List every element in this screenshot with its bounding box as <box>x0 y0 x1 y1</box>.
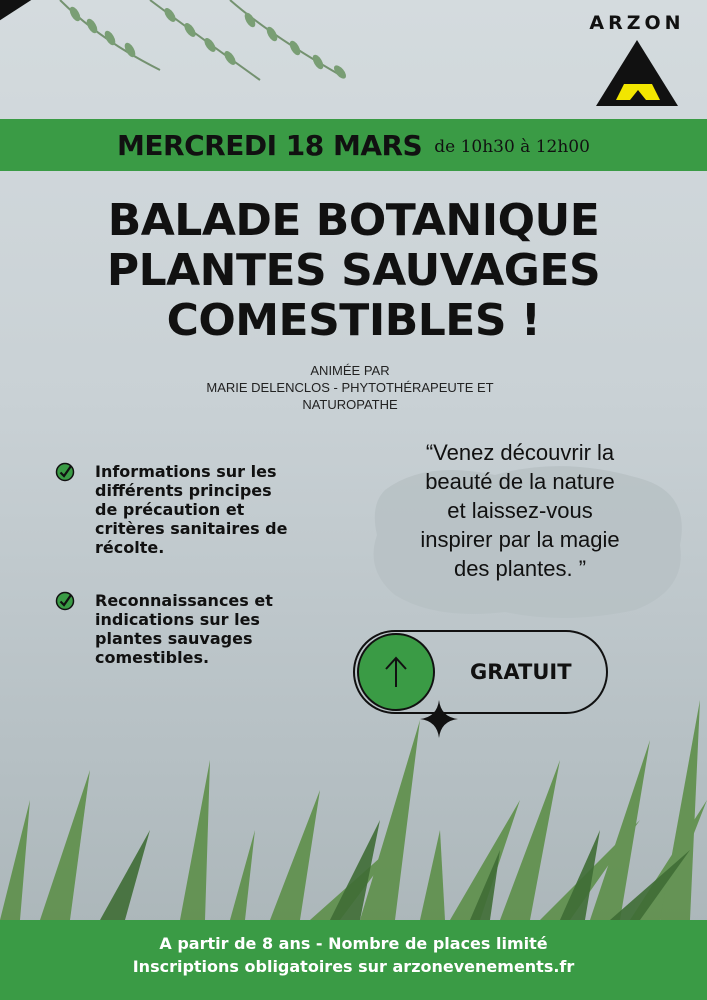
quote-line: des plantes. ” <box>453 556 587 581</box>
triangle-logo-icon <box>594 38 680 108</box>
arzon-logo <box>587 12 687 108</box>
footer-line: A partir de 8 ans - Nombre de places limité <box>159 934 548 953</box>
page-title <box>0 196 707 346</box>
bullet-list <box>55 462 330 701</box>
check-circle-icon <box>55 462 75 482</box>
hanging-leaves-decoration <box>40 0 360 110</box>
event-time: de 10h30 à 12h00 <box>434 137 590 157</box>
bullet-line: indications sur les <box>95 610 260 629</box>
host-line: MARIE DELENCLOS - PHYTOTHÉRAPEUTE ET <box>206 380 494 395</box>
list-item <box>55 462 330 557</box>
title-line: PLANTES SAUVAGES <box>106 245 601 296</box>
host-line: NATUROPATHE <box>302 397 398 412</box>
bullet-line: comestibles. <box>95 648 210 667</box>
quote-line: beauté de la nature <box>425 469 615 494</box>
footer-line: Inscriptions obligatoires sur arzonevenements.fr <box>132 957 575 976</box>
bullet-line: Informations sur les <box>95 462 277 481</box>
bullet-line: différents principes <box>95 481 272 500</box>
host-line: ANIMÉE PAR <box>310 363 390 378</box>
check-circle-icon <box>55 591 75 611</box>
quote-line: “Venez découvrir la <box>425 440 615 465</box>
bullet-line: Reconnaissances et <box>95 591 273 610</box>
bullet-text <box>95 462 287 557</box>
grass-decoration <box>0 680 707 920</box>
free-label: GRATUIT <box>470 660 572 684</box>
host-info <box>150 362 550 413</box>
quote-text <box>380 438 660 583</box>
bullet-line: de précaution et <box>95 500 245 519</box>
bullet-text <box>95 591 273 667</box>
title-line: COMESTIBLES ! <box>166 295 541 346</box>
title-line: BALADE BOTANIQUE <box>107 195 600 246</box>
footer-banner <box>0 920 707 1000</box>
quote-line: et laissez-vous <box>447 498 593 523</box>
bullet-line: récolte. <box>95 538 165 557</box>
list-item <box>55 591 330 667</box>
quote-line: inspirer par la magie <box>420 527 620 552</box>
event-date: MERCREDI 18 MARS <box>117 128 423 162</box>
bullet-line: critères sanitaires de <box>95 519 288 538</box>
logo-text: ARZON <box>589 12 685 34</box>
date-band <box>0 119 707 171</box>
bullet-line: plantes sauvages <box>95 629 253 648</box>
